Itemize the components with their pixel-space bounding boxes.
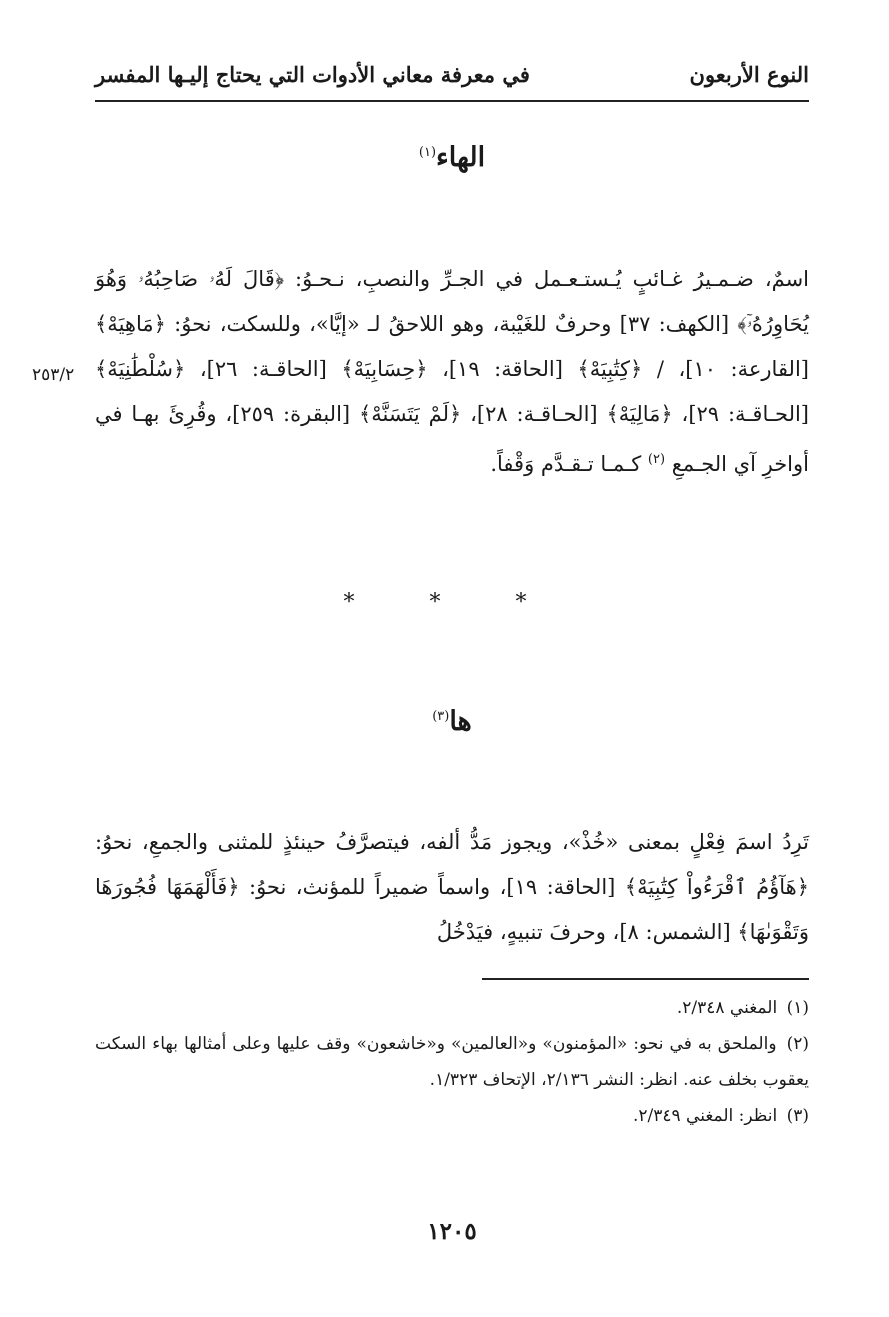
paragraph-text: تَرِدُ اسمَ فِعْلٍ بمعنى «خُذْ»، ويجوز مَدُّ ألفه، فيتصرَّفُ حينئذٍ للمثنى والجمعِ، نحوُ: ﴿هَآؤُمُ ٱقْرَءُواْ كِتَٰبِيَهْ﴾ [الحاقة: ١٩]، واسماً ضميراً للمؤنث، نحوُ: ﴿فَأَلْهَمَهَا فُجُورَهَا وَتَقْوَىٰهَا﴾ [الشمس: ٨]، وحرفَ تنبيهٍ، فيَدْخُلُ (95, 830, 809, 944)
footnote-2 (95, 1026, 809, 1098)
paragraph-text-end: كـمـا تـقـدَّم وَقْفاً. (490, 452, 642, 476)
footnotes (95, 990, 809, 1134)
paragraph-text: اسمٌ، ضـمـيرُ غـائبٍ يُـستـعـمل في الجـرِّ والنصبِ، نـحـوُ: ﴿قَالَ لَهُۥ صَاحِبُهُۥ وَهُوَ يُحَاوِرُهُۥٓ﴾ [الكهف: ٣٧] وحرفٌ للغَيْبة، وهو اللاحقُ لـ «إيَّا»، وللسكت، نحوُ: ﴿مَاهِيَهْ﴾ [القارعة: ١٠]، / ﴿كِتَٰبِيَهْ﴾ [الحاقة: ١٩]، ﴿حِسَابِيَهْ﴾ [الحاقـة: ٢٦]، ﴿سُلْطَٰنِيَهْ﴾ [الحـاقـة: ٢٩]، ﴿مَالِيَهْ﴾ [الحـاقـة: ٢٨]، ﴿لَمْ يَتَسَنَّهْ﴾ [البقرة: ٢٥٩]، وقُرِئَ بهـا في أواخرِ آي الجـمعِ (95, 267, 810, 476)
chapter-title: النوع الأربعون (689, 62, 809, 87)
entry-paragraph-ha (95, 820, 809, 955)
footnote-text: انظر: المغني ٢/٣٤٩. (632, 1106, 778, 1126)
entry-heading-ha (95, 706, 809, 737)
footnote-text: المغني ٢/٣٤٨. (676, 998, 778, 1018)
page-number: ١٢٠٥ (427, 1218, 477, 1245)
entry-paragraph-haa (95, 257, 809, 487)
footnote-ref: (١) (418, 145, 437, 160)
footnote-number: (٢) (786, 1034, 810, 1054)
heading-text: الهاء (436, 142, 486, 173)
header-rule (95, 100, 809, 102)
margin-reference: ٢٥٣/٢ (32, 365, 75, 385)
running-header (95, 62, 809, 96)
footnote-rule (482, 978, 809, 980)
section-divider: * * * (343, 590, 561, 615)
entry-heading-haa (95, 142, 809, 173)
footnote-number: (١) (786, 998, 809, 1018)
footnote-number: (٣) (786, 1106, 809, 1126)
footnote-3 (95, 1098, 809, 1134)
footnote-ref: (٣) (432, 709, 450, 724)
heading-text: ها (449, 706, 472, 737)
footnote-ref: (٢) (647, 452, 666, 467)
footnote-1 (95, 990, 809, 1026)
section-title: في معرفة معاني الأدوات التي يحتاج إليـها المفسر (95, 62, 530, 87)
footnote-text: والملحق به في نحو: «المؤمنون» و«العالمين» و«خاشعون» وقف عليها وعلى أمثالها بهاء السكت يعقوب بخلف عنه. انظر: النشر ٢/١٣٦، الإتحاف ١/٣٢٣. (95, 1034, 809, 1090)
